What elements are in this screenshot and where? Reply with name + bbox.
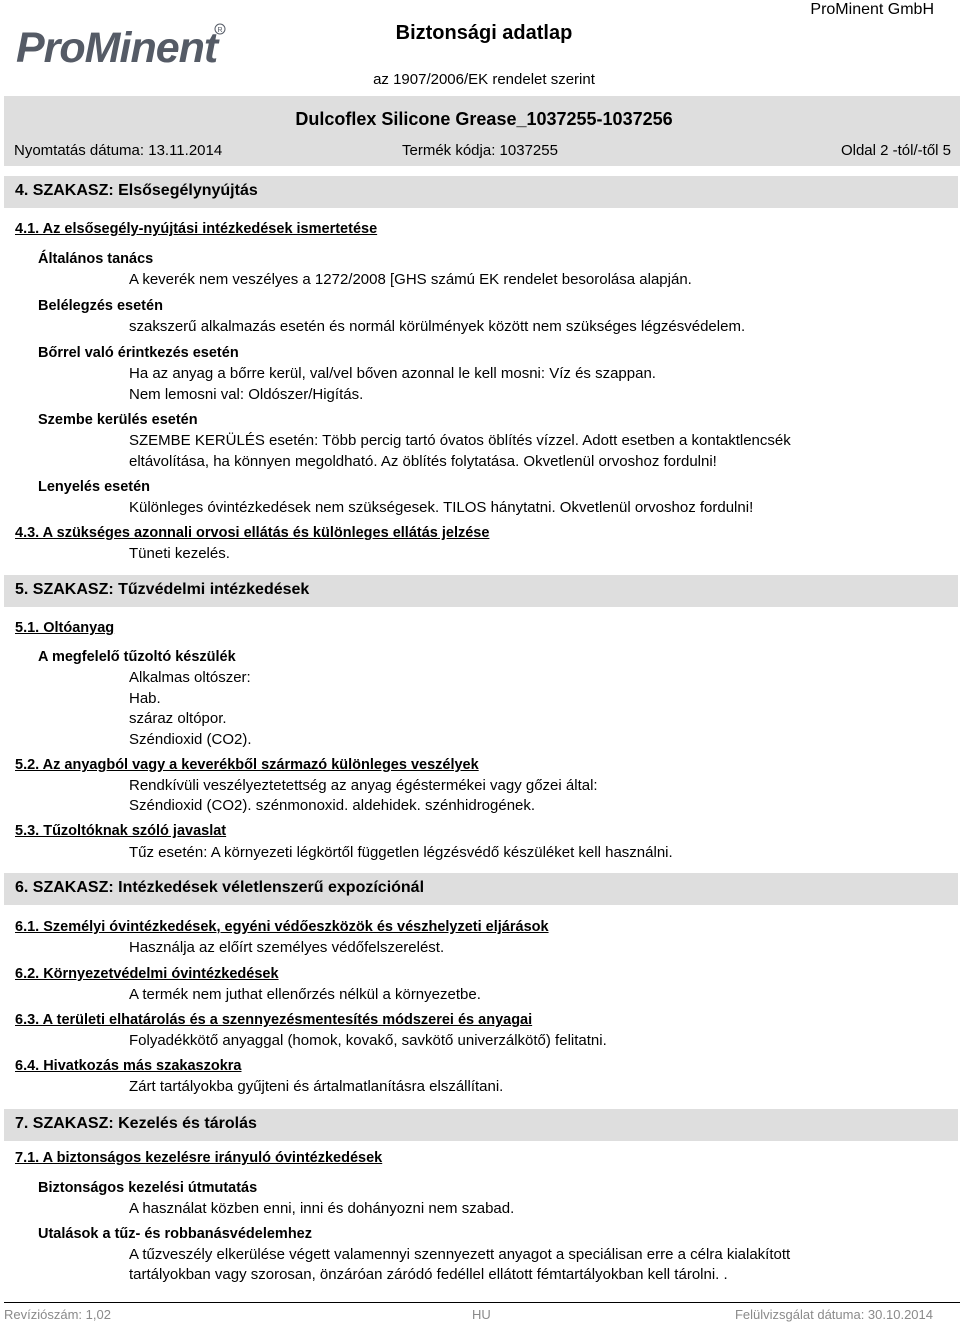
section-5-header: 5. SZAKASZ: Tűzvédelmi intézkedések	[4, 575, 958, 607]
eye-contact-text-2: eltávolítása, ha könnyen megoldható. Az öblítés folytatása. Okvetlenül orvoshoz fordulni!	[129, 453, 717, 470]
subsection-5-1: 5.1. Oltóanyag	[15, 620, 115, 636]
safe-handling-text: A használat közben enni, inni és dohányozni nem szabad.	[129, 1200, 515, 1217]
document-title: Biztonsági adatlap	[395, 22, 573, 44]
section-6-header: 6. SZAKASZ: Intézkedések véletlenszerű expozíciónál	[4, 873, 958, 905]
general-advice-label: Általános tanács	[38, 251, 154, 267]
product-code: Termék kódja: 1037255	[402, 142, 558, 159]
review-date: Felülvizsgálat dátuma: 30.10.2014	[734, 1307, 933, 1322]
subsection-6-4-text: Zárt tartályokba gyűjteni és ártalmatlanításra elszállítani.	[129, 1078, 504, 1095]
extinguisher-label: A megfelelő tűzoltó készülék	[38, 649, 236, 665]
subsection-4-3-text: Tüneti kezelés.	[129, 545, 230, 562]
svg-text:ProMinent: ProMinent	[16, 24, 218, 72]
extinguisher-line: Széndioxid (CO2).	[129, 731, 252, 748]
section-7-header: 7. SZAKASZ: Kezelés és tárolás	[4, 1109, 958, 1141]
subsection-6-2-text: A termék nem juthat ellenőrzés nélkül a környezetbe.	[129, 986, 481, 1003]
skin-contact-text-2: Nem lemosni val: Oldószer/Higítás.	[129, 386, 364, 403]
subsection-6-2: 6.2. Környezetvédelmi óvintézkedések	[15, 966, 279, 982]
subsection-4-3: 4.3. A szükséges azonnali orvosi ellátás és különleges ellátás jelzése	[15, 525, 490, 541]
subsection-6-3-text: Folyadékkötő anyaggal (homok, kovakő, savkötő univerzálkötő) felitatni.	[129, 1032, 607, 1049]
subsection-5-3: 5.3. Tűzoltóknak szóló javaslat	[15, 823, 227, 839]
subsection-5-2-text-2: Széndioxid (CO2). szénmonoxid. aldehidek. szénhidrogének.	[129, 797, 536, 814]
subsection-6-1-text: Használja az előírt személyes védőfelszerelést.	[129, 939, 445, 956]
page-number: Oldal 2 -tól/-től 5	[840, 142, 951, 159]
safe-handling-label: Biztonságos kezelési útmutatás	[38, 1180, 258, 1196]
inhalation-text: szakszerű alkalmazás esetén és normál körülmények között nem szükséges légzésvédelem.	[129, 318, 746, 335]
subsection-5-3-text: Tűz esetén: A környezeti légkörtől független légzésvédő készüléket kell használni.	[129, 844, 673, 861]
language-code: HU	[472, 1307, 491, 1322]
company-name: ProMinent GmbH	[810, 1, 934, 18]
subsection-6-1: 6.1. Személyi óvintézkedések, egyéni védőeszközök és vészhelyzeti eljárások	[15, 919, 549, 935]
subsection-5-2: 5.2. Az anyagból vagy a keverékből származó különleges veszélyek	[15, 757, 479, 773]
fire-protection-text-2: tartályokban vagy szorosan, önzáróan záródó fedéllel ellátott fémtartályokban kell tárolni. .	[129, 1266, 728, 1283]
ingestion-text: Különleges óvintézkedések nem szükségesek. TILOS hánytatni. Okvetlenül orvoshoz fordulni!	[129, 499, 754, 516]
eye-contact-text-1: SZEMBE KERÜLÉS esetén: Több percig tartó óvatos öblítés vízzel. Adott esetben a kontaktlencsék	[129, 432, 791, 449]
subsection-7-1: 7.1. A biztonságos kezelésre irányuló óvintézkedések	[15, 1150, 383, 1166]
print-date: Nyomtatás dátuma: 13.11.2014	[14, 142, 223, 159]
inhalation-label: Belélegzés esetén	[38, 298, 163, 314]
skin-contact-label: Bőrrel való érintkezés esetén	[38, 345, 239, 361]
skin-contact-text-1: Ha az anyag a bőrre kerül, val/vel bőven azonnal le kell mosni: Víz és szappan.	[129, 365, 656, 382]
extinguisher-line: száraz oltópor.	[129, 710, 227, 727]
extinguisher-line: Alkalmas oltószer:	[129, 669, 251, 686]
subsection-6-4: 6.4. Hivatkozás más szakaszokra	[15, 1058, 242, 1074]
fire-protection-text-1: A tűzveszély elkerülése végett valamennyi szennyezett anyagot a speciálisan erre a célra kialakított	[129, 1246, 791, 1263]
subsection-6-3: 6.3. A területi elhatárolás és a szennyezésmentesítés módszerei és anyagai	[15, 1012, 533, 1028]
footer-divider	[4, 1302, 960, 1303]
ingestion-label: Lenyelés esetén	[38, 479, 151, 495]
subsection-5-2-text-1: Rendkívüli veszélyeztetettség az anyag égéstermékei vagy gőzei által:	[129, 777, 598, 794]
svg-text:R: R	[217, 27, 223, 34]
regulation-subtitle: az 1907/2006/EK rendelet szerint	[373, 71, 595, 88]
section-4-header: 4. SZAKASZ: Elsősegélynyújtás	[4, 176, 958, 208]
general-advice-text: A keverék nem veszélyes a 1272/2008 [GHS számú EK rendelet besorolása alapján.	[129, 271, 692, 288]
extinguisher-line: Hab.	[129, 690, 161, 707]
revision-number: Revíziószám: 1,02	[4, 1307, 111, 1322]
eye-contact-label: Szembe kerülés esetén	[38, 412, 198, 428]
subsection-4-1: 4.1. Az elsősegély-nyújtási intézkedések ismertetése	[15, 221, 378, 237]
document-header	[0, 0, 960, 96]
product-name: Dulcoflex Silicone Grease_1037255-1037256	[295, 109, 673, 129]
fire-protection-label: Utalások a tűz- és robbanásvédelemhez	[38, 1226, 312, 1242]
